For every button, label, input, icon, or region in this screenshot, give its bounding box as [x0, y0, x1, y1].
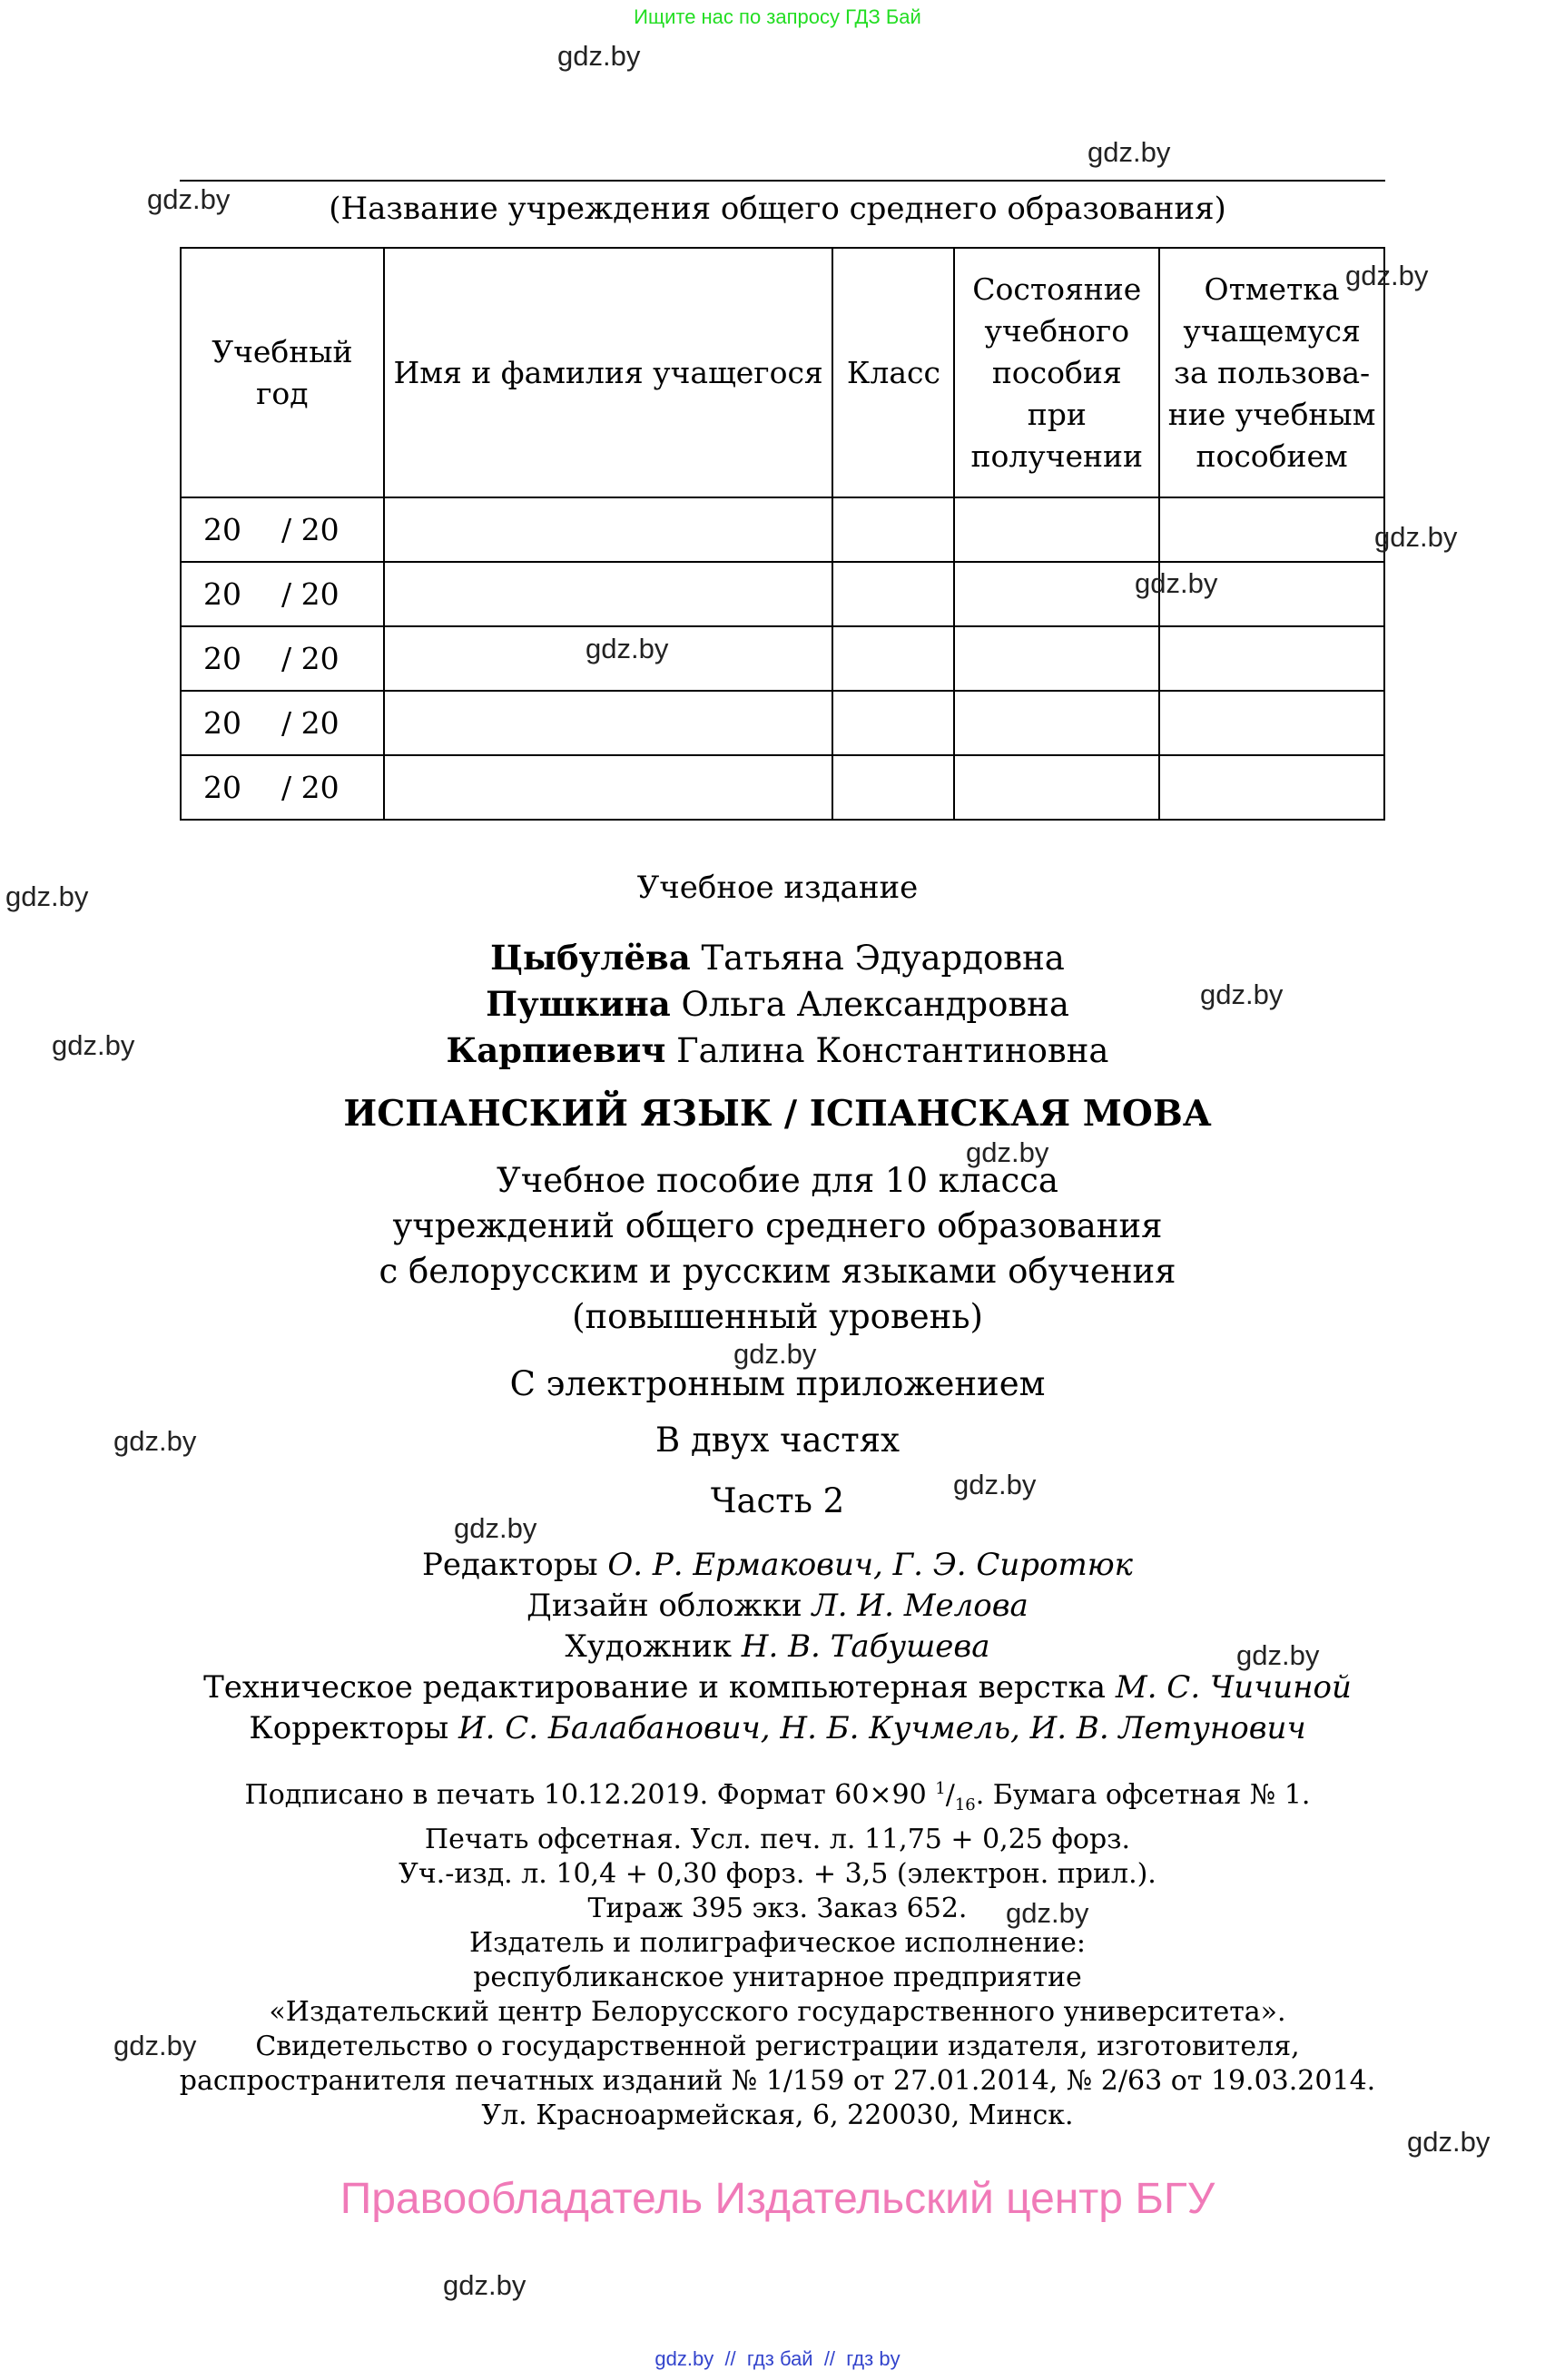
author-line: Цыбулёва Татьяна Эдуардовна: [490, 938, 1065, 978]
watermark-text: gdz.by: [147, 183, 231, 215]
usage-register-table: [180, 247, 1385, 821]
table-row: [181, 626, 1384, 691]
watermark-text: gdz.by: [1407, 2126, 1491, 2158]
part-number: Часть 2: [710, 1481, 845, 1520]
mark-cell: [1159, 626, 1384, 691]
watermark-text: gdz.by: [52, 1029, 135, 1061]
watermark-text: gdz.by: [1345, 260, 1429, 291]
publisher-info: [0, 1926, 1555, 2133]
credit-line: Дизайн обложки Л. И. Мелова: [527, 1588, 1028, 1624]
header-year: Учебный год: [181, 248, 384, 497]
footer-links[interactable]: gdz.by // гдз бай // гдз by: [654, 2347, 901, 2370]
table-row: [181, 755, 1384, 820]
watermark-text: gdz.by: [443, 2269, 527, 2301]
year-cell: 20 / 20: [181, 691, 384, 755]
author-line: Пушкина Ольга Александровна: [486, 984, 1069, 1024]
condition-cell: [954, 626, 1159, 691]
watermark-text: gdz.by: [113, 1425, 197, 1457]
subtitle-block: [0, 1158, 1555, 1340]
watermark-text: gdz.by: [1006, 1897, 1089, 1929]
condition-cell: [954, 755, 1159, 820]
mark-cell: [1159, 755, 1384, 820]
author-line: Карпиевич Галина Константиновна: [446, 1030, 1109, 1070]
mark-cell: [1159, 497, 1384, 562]
condition-cell: [954, 562, 1159, 626]
year-cell: 20 / 20: [181, 755, 384, 820]
publisher-line: республиканское унитарное предприятие: [473, 1962, 1082, 1993]
institution-label: (Название учреждения общего среднего образования): [329, 191, 1226, 227]
edition-type: Учебное издание: [636, 870, 919, 906]
subtitle-line: учреждений общего среднего образования: [392, 1206, 1163, 1245]
credit-line: Художник Н. В. Табушева: [565, 1628, 990, 1665]
watermark-text: gdz.by: [966, 1136, 1049, 1168]
table-header-row: [181, 248, 1384, 497]
watermark-text: gdz.by: [1135, 567, 1218, 599]
print-line: Тираж 395 экз. Заказ 652.: [587, 1893, 968, 1924]
print-info: [0, 1772, 1555, 1926]
subtitle-line: с белорусским и русским языками обучения: [379, 1252, 1176, 1291]
header-student-name: Имя и фамилия учащегося: [384, 248, 833, 497]
subtitle-line: Учебное пособие для 10 класса: [497, 1161, 1058, 1200]
watermark-text: gdz.by: [1088, 136, 1171, 168]
condition-cell: [954, 691, 1159, 755]
publisher-line: Свидетельство о государственной регистрации издателя, изготовителя,: [255, 2031, 1300, 2062]
authors-block: [0, 935, 1555, 1074]
class-cell: [832, 497, 954, 562]
publisher-line: распространителя печатных изданий № 1/159 от 27.01.2014, № 2/63 от 19.03.2014.: [179, 2065, 1376, 2097]
credit-line: Техническое редактирование и компьютерная верстка М. С. Чичиной: [203, 1669, 1352, 1706]
watermark-text: gdz.by: [454, 1512, 537, 1544]
watermark-text: gdz.by: [557, 40, 641, 72]
parts-note: В двух частях: [655, 1421, 900, 1460]
rights-holder: Правообладатель Издательский центр БГУ: [340, 2175, 1215, 2223]
name-cell: [384, 562, 833, 626]
class-cell: [832, 755, 954, 820]
header-class: Класс: [832, 248, 954, 497]
watermark-text: gdz.by: [1374, 521, 1458, 553]
publisher-line: Издатель и полиграфическое исполнение:: [468, 1927, 1087, 1959]
name-cell: [384, 755, 833, 820]
subtitle-line: (повышенный уровень): [572, 1297, 983, 1336]
electronic-supplement: С электронным приложением: [509, 1364, 1046, 1403]
watermark-text: gdz.by: [586, 633, 669, 664]
name-cell: [384, 691, 833, 755]
mark-cell: [1159, 691, 1384, 755]
class-cell: [832, 562, 954, 626]
watermark-text: gdz.by: [953, 1469, 1037, 1500]
watermark-text: gdz.by: [733, 1338, 817, 1370]
print-line: Подписано в печать 10.12.2019. Формат 60×90 $^1/_{16}$. Бумага офсетная № 1.: [244, 1779, 1311, 1815]
class-cell: [832, 626, 954, 691]
print-line: Печать офсетная. Усл. печ. л. 11,75 + 0,25 форз.: [424, 1824, 1131, 1855]
year-cell: 20 / 20: [181, 562, 384, 626]
table-row: [181, 497, 1384, 562]
watermark-text: gdz.by: [5, 880, 89, 912]
publisher-line: «Издательский центр Белорусского государственного университета».: [269, 1996, 1286, 2028]
year-cell: 20 / 20: [181, 497, 384, 562]
print-line: Уч.-изд. л. 10,4 + 0,30 форз. + 3,5 (электрон. прил.).: [399, 1858, 1156, 1890]
credits-block: [0, 1545, 1555, 1749]
condition-cell: [954, 497, 1159, 562]
class-cell: [832, 691, 954, 755]
book-title: ИСПАНСКИЙ ЯЗЫК / ІСПАНСКАЯ МОВА: [343, 1093, 1212, 1135]
top-note: Ищите нас по запросу ГДЗ Бай: [634, 5, 921, 28]
header-mark: Отметка учащемуся за пользова- ние учебным пособием: [1159, 248, 1384, 497]
watermark-text: gdz.by: [113, 2030, 197, 2061]
institution-name-line: [180, 180, 1385, 182]
name-cell: [384, 497, 833, 562]
header-condition: Состояние учебного пособия при получении: [954, 248, 1159, 497]
publisher-line: Ул. Красноармейская, 6, 220030, Минск.: [481, 2100, 1074, 2131]
year-cell: 20 / 20: [181, 626, 384, 691]
credit-line: Редакторы О. Р. Ермакович, Г. Э. Сиротюк: [421, 1547, 1133, 1583]
table-row: [181, 691, 1384, 755]
credit-line: Корректоры И. С. Балабанович, Н. Б. Кучмель, И. В. Летунович: [249, 1710, 1306, 1746]
watermark-text: gdz.by: [1200, 979, 1284, 1010]
watermark-text: gdz.by: [1236, 1639, 1320, 1671]
